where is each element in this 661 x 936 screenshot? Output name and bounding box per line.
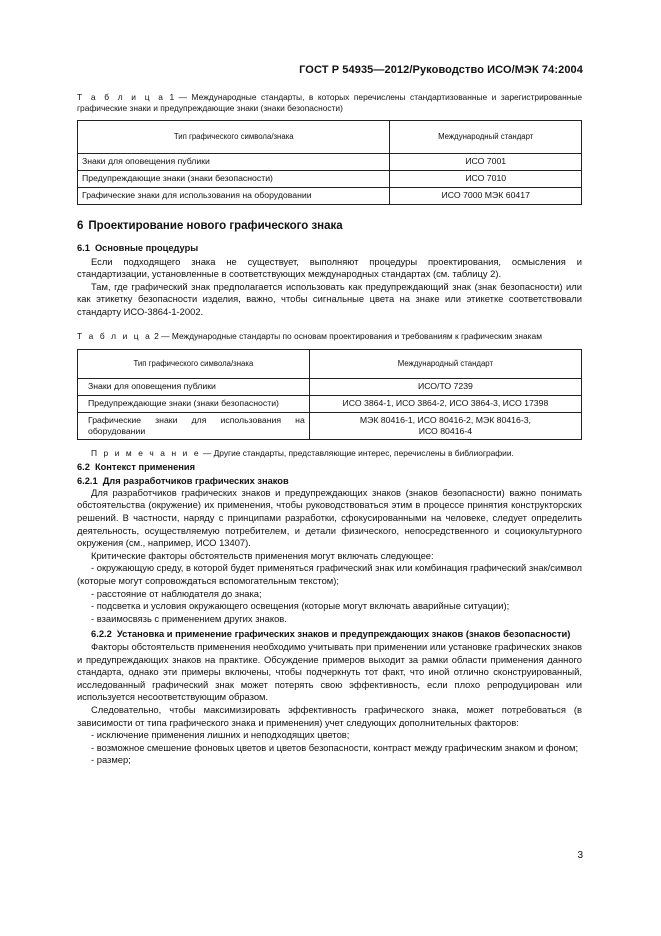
table1-standard-cell: ИСО 7001: [390, 153, 582, 170]
table-row: [78, 187, 582, 204]
table2-standard-cell: [309, 412, 581, 439]
paragraph: Факторы обстоятельств применения необходимо учитывать при применении или установке графических знаков и предупреждающих знаков на практике. Обсуждение примеров выходит за рамки области применения данного стандарта, однако эти примеры включены, чтобы подчеркнуть тот факт, что иной отлично сконструированный, исследованный графический знак может потерять свою эффективность, если плохо репродуцирован или используется несоответствующим образом.: [77, 640, 582, 703]
paragraph: Следовательно, чтобы максимизировать эффективность графического знака, может потребоваться (в зависимости от типа графического знака и применения) учет следующих дополнительных факторов:: [77, 703, 582, 728]
table2-label: Т а б л и ц а: [77, 330, 152, 341]
section-6-2-title: Контекст применения: [94, 461, 196, 472]
table1-caption: [77, 92, 582, 115]
note-label: П р и м е ч а н и е: [91, 447, 201, 458]
list-item: - размер;: [91, 754, 131, 766]
table1-header-row: [78, 120, 582, 153]
section-6-title: Проектирование нового графического знака: [88, 219, 343, 232]
section-6-2-1-title: Для разработчиков графических знаков: [102, 475, 289, 486]
paragraph: Для разработчиков графических знаков и предупреждающих знаков (знаков безопасности) важно понимать обстоятельства (окружение) их применения, чтобы руководствоваться этим в процессе принятия конструкторских решений. В частности, наряду с принципами разработки, сфокусированными на человеке, следует определить деятельность, осуществляемую потребителем, и детали физического, непосредственного и социокультурного окружения (см., например, ИСО 13407).: [77, 486, 582, 549]
table1-col1-header: Тип графического символа/знака: [78, 120, 390, 153]
table1-col2-header: Международный стандарт: [390, 120, 582, 153]
table2-note: [77, 448, 582, 459]
page-number: 3: [577, 850, 583, 861]
section-6-2-2-number: 6.2.2: [91, 628, 112, 640]
list-item: - исключение применения лишних и неподходящих цветов;: [91, 729, 350, 741]
table2-standard-cell: ИСО/ТО 7239: [309, 378, 581, 395]
table2-type-cell: Знаки для оповещения публики: [78, 378, 310, 395]
table2-standard-line: ИСО 80416-4: [418, 425, 473, 436]
section-6-1-heading: [77, 242, 582, 254]
paragraph: Критические факторы обстоятельств применения могут включать следующее:: [91, 549, 434, 561]
table2: [77, 349, 582, 440]
list-item: - расстояние от наблюдателя до знака;: [91, 587, 262, 599]
document-header: ГОСТ Р 54935—2012/Руководство ИСО/МЭК 74:2004: [299, 64, 583, 76]
table1-label: Т а б л и ц а: [77, 92, 165, 102]
paragraph: Если подходящего знака не существует, выполняют процедуры проектирования, осмысления и стандартизации, установленные в соответствующих международных стандартах (см. таблицу 2).: [77, 255, 582, 280]
table1-caption-text: 1 — Международные стандарты, в которых перечислены стандартизованные и зарегистрированные графические знаки и предупреждающие знаки (знаки безопасности): [77, 92, 582, 114]
section-6-2-1-heading: [77, 475, 582, 487]
table1-type-cell: Знаки для оповещения публики: [78, 153, 390, 170]
list-item: - подсветка и условия окружающего освещения (которые могут включать аварийные ситуации);: [91, 600, 510, 612]
note-text: — Другие стандарты, представляющие интерес, перечислены в библиографии.: [200, 447, 514, 458]
section-6-number: 6: [77, 219, 84, 232]
section-6-1-title: Основные процедуры: [94, 242, 199, 253]
table1-type-cell: Графические знаки для использования на оборудовании: [78, 187, 390, 204]
table1: [77, 120, 582, 205]
table-row: [78, 412, 582, 439]
table2-type-cell: Графические знаки для использования на оборудовании: [78, 412, 310, 439]
list-item: - взаимосвязь с применением других знаков.: [91, 612, 287, 624]
table2-standard-line: МЭК 80416-1, ИСО 80416-2, МЭК 80416-3,: [359, 414, 531, 425]
table1-standard-cell: ИСО 7000 МЭК 60417: [390, 187, 582, 204]
table1-standard-cell: ИСО 7010: [390, 170, 582, 187]
section-6-2-heading: [77, 461, 582, 473]
paragraph: Там, где графический знак предполагается использовать как предупреждающий знак (знак безопасности) или как этикетку безопасности изделия, важно, чтобы сигнальные цвета на знаке или этикетке соответствовали стандарту ИСО-3864-1-2002.: [77, 280, 582, 317]
section-6-2-2-heading: [77, 628, 582, 641]
section-6-heading: [77, 219, 582, 233]
table1-type-cell: Предупреждающие знаки (знаки безопасности): [78, 170, 390, 187]
table-row: [78, 395, 582, 412]
section-6-2-number: 6.2: [77, 461, 90, 472]
table-row: [78, 170, 582, 187]
section-6-2-2-title: Установка и применение графических знаков и предупреждающих знаков (знаков безопасности): [116, 628, 571, 640]
table2-caption-text: 2 — Международные стандарты по основам проектирования и требованиям к графическим знакам: [151, 330, 542, 341]
list-item: - окружающую среду, в которой будет применяться графический знак или комбинация графический знак/символ (которые могут сопровождаться вспомогательным текстом);: [77, 562, 582, 587]
table2-col1-header: Тип графического символа/знака: [78, 349, 310, 378]
table2-type-cell: Предупреждающие знаки (знаки безопасности): [78, 395, 310, 412]
table2-standard-cell: ИСО 3864-1, ИСО 3864-2, ИСО 3864-3, ИСО 17398: [309, 395, 581, 412]
table-row: [78, 378, 582, 395]
table2-caption: [77, 331, 582, 342]
table2-col2-header: Международный стандарт: [309, 349, 581, 378]
table2-header-row: [78, 349, 582, 378]
section-6-1-number: 6.1: [77, 242, 90, 253]
section-6-2-1-number: 6.2.1: [77, 475, 98, 486]
page-content: [77, 92, 582, 767]
list-item: - возможное смешение фоновых цветов и цветов безопасности, контраст между графическим знаком и фоном;: [91, 741, 579, 753]
table-row: [78, 153, 582, 170]
